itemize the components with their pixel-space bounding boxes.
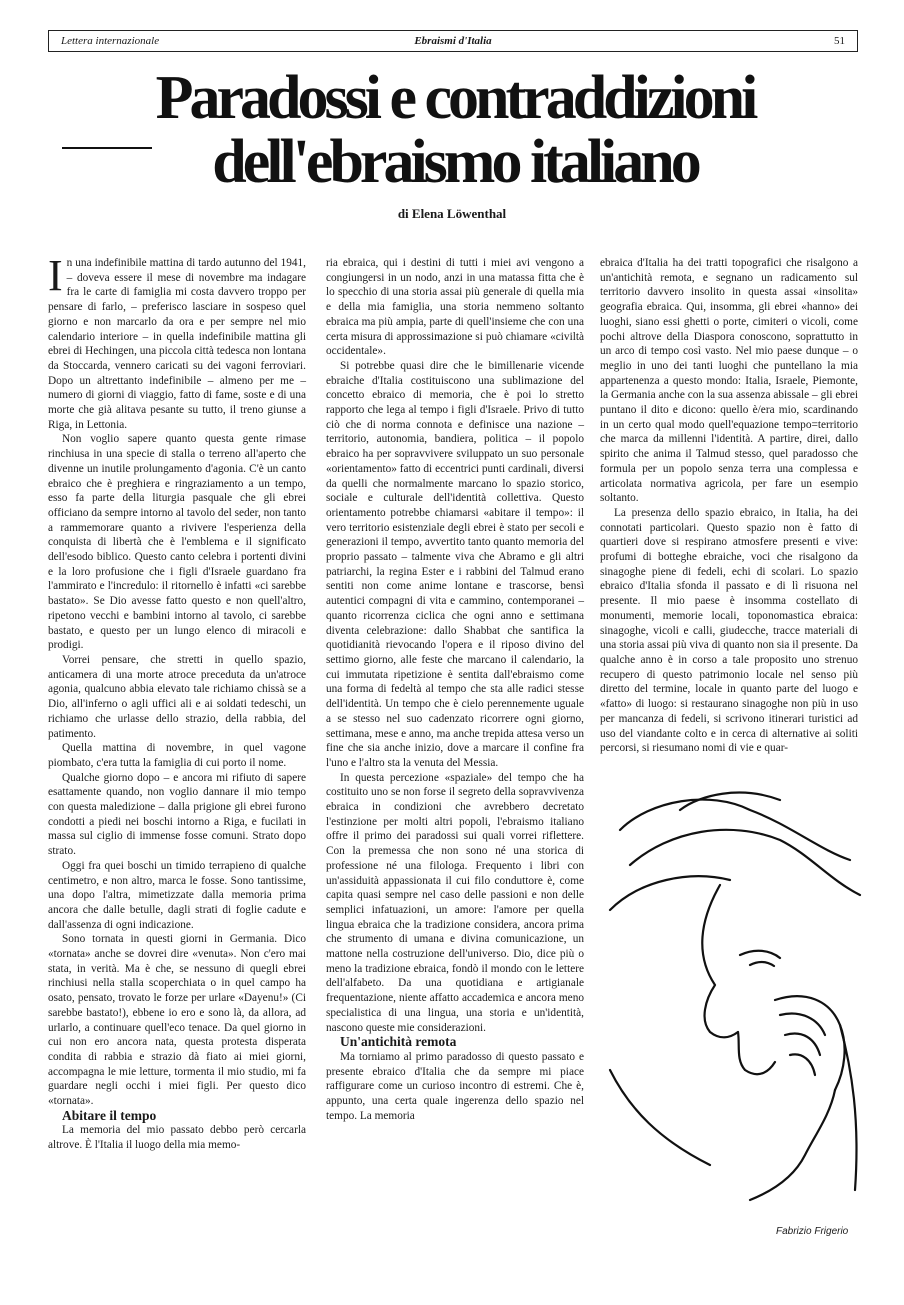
subheading: Un'antichità remota — [340, 1034, 457, 1050]
paragraph: Si potrebbe quasi dire che le bimillenarie vicende ebraiche d'Italia costituiscono una sublimazione del concetto ebraico di memoria, che è poi lo stretto rapporto che lega al tempo i figli d'Israele. Privo di tutto ciò che di norma connota e definisce una nazione – territorio, autonomia, bandiera, politica – il popolo ebraico ha per sopravvivere sviluppato un suo personale «orientamento» fatto di eccentrici punti cardinali, diversi da quelli che normalmente marcano lo spazio storico, sociale e culturale dell'identità collettiva. Questo orientamento potrebbe chiamarsi «abitare il tempo»: il vero territorio esistenziale degli ebrei è stato per secoli e generazioni il tempo, avvertito tanto quanto memoria del proprio passato – talmente viva che Abramo e gli altri patriarchi, la regina Ester e i rabbini del Talmud erano sentiti non come anime lontane e trascorse, bensì autentici compagni di vita e cammino, contemporanei – quanto ricorrenza ciclica che ogni anno e settimana diventa celebrazione: dallo Shabbat che santifica la quotidianità rievocando l'opera e il riposo divino del settimo giorno, alle feste che marcano il calendario, la cui immutata ripetizione è sentita dall'ebraismo come una forma di fedeltà al tempo che sta alle radici stesse dell'identità. Un tempo che è cielo perennemente uguale a se stesso nel suo cadenzato ricorrere ogni giorno, settimana, mese e anno, ma anche trepida attesa verso un fine che sia anche inizio, dove a marcare il confine fra l'uno e l'altro sta la venuta del Messia. — [326, 359, 584, 769]
subheading: Abitare il tempo — [62, 1107, 157, 1123]
paragraph: Vorrei pensare, che stretti in quello spazio, anticamera di una morte atroce preceduta da un'atroce agonia, qualcuno abbia elevato tale richiamo chissà se a Dio, all'inferno o agli uffici ali e ai soldati tedeschi, un richiamo che urlasse dello strazio, della rabbia, del patimento. — [48, 653, 306, 740]
paragraph: Non voglio sapere quanto questa gente rimase rinchiusa in una specie di stalla o terreno all'aperto che divenne un inutile prolungamento d'agonia. C'è un canto ebraico che è preghiera e ringraziamento a un tempo, esso fa parte della liturgia pasquale che gli ebrei officiano da sempre intorno al tavolo del seder, non tanto a rammemorare quanto a rivivere l'esperienza della conquista di libertà che è l'emblema e il significato dell'esodo biblico. Questo canto celebra i portenti divini e la loro profusione che i figli d'Israele guardano fra l'ammirato e l'incredulo: il ritornello è infatti «ci sarebbe bastato». Se Dio avesse fatto questo e non quell'altro, ripetono vecchi e bambini intorno al tavolo, ci sarebbe bastato, e questo per un lungo elenco di miracoli e prodigi. — [48, 433, 306, 652]
title-line-2: dell'ebraismo italiano — [212, 128, 698, 196]
byline: di Elena Löwenthal — [397, 206, 507, 221]
drop-cap: I — [48, 251, 63, 300]
paragraph: Ma torniamo al primo paradosso di questo passato e presente ebraico d'Italia che da sempre mi piace raffigurare come un curioso incontro di estremi. Che è, appunto, una certa quale ingerenza dello spazio nel tempo. La memoria — [326, 1050, 584, 1122]
column-2 — [326, 256, 584, 1123]
paragraph: Qualche giorno dopo – e ancora mi rifiuto di sapere esattamente quando, non voglio dannare il mio tempo con questa maledizione – dalla prigione gli ebrei furono condotti a piedi nei boschi intorno a Riga, e fucilati in massa sul ciglio di immense fosse comuni. Strato dopo strato. — [48, 771, 306, 858]
paragraph: Sono tornata in questi giorni in Germania. Dico «tornata» anche se dovrei dire «venuta». Non c'ero mai stata, in verità. Ma è che, se nessuno di quegli ebrei rinchiusi nella stalla scoperchiata o in quel campo ha osato, pensato, trovato le forze per urlare «Dayenu!» (Ci sarebbe bastato!), ebbene io ero e sono là, da allora, ad urlarlo, a continuare quell'eco tenace. Da quel giorno in cui non ero ancora nata, questa protesta disperata condita di rabbia e strazio dà fiato ai miei giorni, accompagna le mie letture, tormenta il mio studio, mi fa guardare negli occhi i miei figli. Per questo dico «tornata». — [48, 933, 306, 1108]
article-title — [40, 66, 870, 194]
paragraph: Quella mattina di novembre, in quel vagone piombato, c'era tutta la famiglia di cui porto il nome. — [48, 742, 306, 769]
title-line-1: Paradossi e contraddizioni — [155, 64, 755, 132]
running-header — [48, 30, 858, 52]
journal-name: Lettera internazionale — [61, 35, 160, 47]
column-3 — [600, 256, 858, 756]
paragraph: ria ebraica, qui i destini di tutti i miei avi vengono a congiungersi in un nodo, anzi in una matassa fitta che è lo specchio di una storia assai più generale di quella mia e della mia famiglia, una storia nemmeno soltanto ebraica ma più ampia, parte di quell'insieme che con una certa misura di approssimazione si può chiamare «civiltà occidentale». — [326, 257, 584, 358]
paragraph: La memoria del mio passato debbo però cercarla altrove. È l'Italia il luogo della mia memo- — [48, 1124, 306, 1152]
column-1 — [48, 251, 306, 1153]
portrait-sketch-illustration — [590, 770, 880, 1210]
illustration-credit: Fabrizio Frigerio — [776, 1226, 849, 1237]
title-rule — [62, 147, 152, 149]
paragraph: In una indefinibile mattina di tardo autunno del 1941, – doveva essere il mese di novembre ma indagare fra le carte di famiglia mi costa davvero troppo per pensare di farlo, – preferisco lasciare in sospeso quel giorno e non marcarlo da ora e per sempre nel mio calendario interiore – in quella indefinibile mattina gli ebrei di Hechingen, una piccola città tedesca non lontana da Stoccarda, vennero caricati su dei vagoni ferroviari. Dopo un altrettanto indefinibile – almeno per me – numero di giorni di viaggio, fatto di fame, soste e di una morte che già alitava pesante su tutto, il treno giunse a Riga, in Lettonia. — [48, 251, 306, 431]
paragraph: ebraica d'Italia ha dei tratti topografici che risalgono a un'antichità remota, e segnano un radicamento sul territorio davvero insolito in questa assai «insolita» geografia ebraica. Qui, insomma, gli ebrei «hanno» dei luoghi, siano essi ghetti o porte, cimiteri o vicoli, come pochi altrove della Diaspora conoscono, soprattutto in un arco di tempo così vasto. Nel mio paese dunque – o meglio in uno dei tanti luoghi che puntellano la mia appartenenza a questo mondo: Italia, Israele, Piemonte, la Germania anche con la sua assenza abissale – gli ebrei puntano il dito e dicono: quello è/era mio, scardinando in un certo qual modo quell'equazione tempo=territorio che marca da millenni l'identità. A partire, direi, dallo spirito che anima il Talmud stesso, quel paradosso che formula per un popolo senza terra una complessa e articolata normativa agricola, per fare un esempio soltanto. — [600, 257, 858, 505]
paragraph: Oggi fra quei boschi un timido terrapieno di qualche centimetro, e non altro, marca le fosse. Sono tantissime, una dopo l'altra, mimetizzate dalla memoria prima ancora che dalle betulle, dagli strati di foglie cadute e dall'assenza di ogni indicazione. — [48, 859, 306, 931]
section-name: Ebraismi d'Italia — [414, 35, 492, 47]
paragraph: In questa percezione «spaziale» del tempo che ha costituito uno se non forse il segreto della sopravvivenza ebraica in condizioni che avrebbero decretato l'estinzione per molti altri popoli, l'ebraismo italiano offre il primo dei paradossi sui quali vorrei riflettere. Con la premessa che non sono né una storica di professione né una filologa. Frequento i libri con un'assiduità appassionata il cui filo conduttore è, come capita quasi sempre nel caso delle passioni e non delle semplici infatuazioni, un amore: l'amore per quella lingua ebraica che la tradizione considera, ancora prima che strumento di umana e divina comunicazione, un mattone nella costruzione dell'universo. Dio, dice più o meno la tradizione ebraica, fondò il mondo con le lettere dell'alfabeto. Da una quotidiana e artigianale frequentazione, niente affatto accademica e ancora meno specialistica di una lingua, una storia e un'identità, nascono queste mie considerazioni. — [326, 771, 584, 1034]
page-number: 51 — [834, 35, 845, 47]
paragraph: La presenza dello spazio ebraico, in Italia, ha dei connotati particolari. Questo spazio non è fatto di quartieri dove si respirano atmosfere presenti e vive: profumi di botteghe ebraiche, voci che risalgono da sinagoghe piene di fedeli, echi di scolari. Lo spazio ebraico d'Italia sfonda il passato e di lì risuona nel presente. Il mio paese è insomma costellato di monumenti, memorie locali, toponomastica ebraica: sinagoghe, vicoli e calli, giudecche, tracce materiali di una storia assai più viva di quanto non sia il presente. Da qualche anno è in corso a tale proposito uno strenuo recupero di questo patrimonio locale nel senso più diretto del termine, locale in quanto parte del luogo e «fatto» di luogo: si restaurano sinagoghe non più in uso per mancanza di fedeli, si scrivono itinerari turistici ad uso del viandante colto e in cerca di alternative ai soliti percorsi, si riesumano nomi di vie e quar- — [600, 506, 858, 755]
